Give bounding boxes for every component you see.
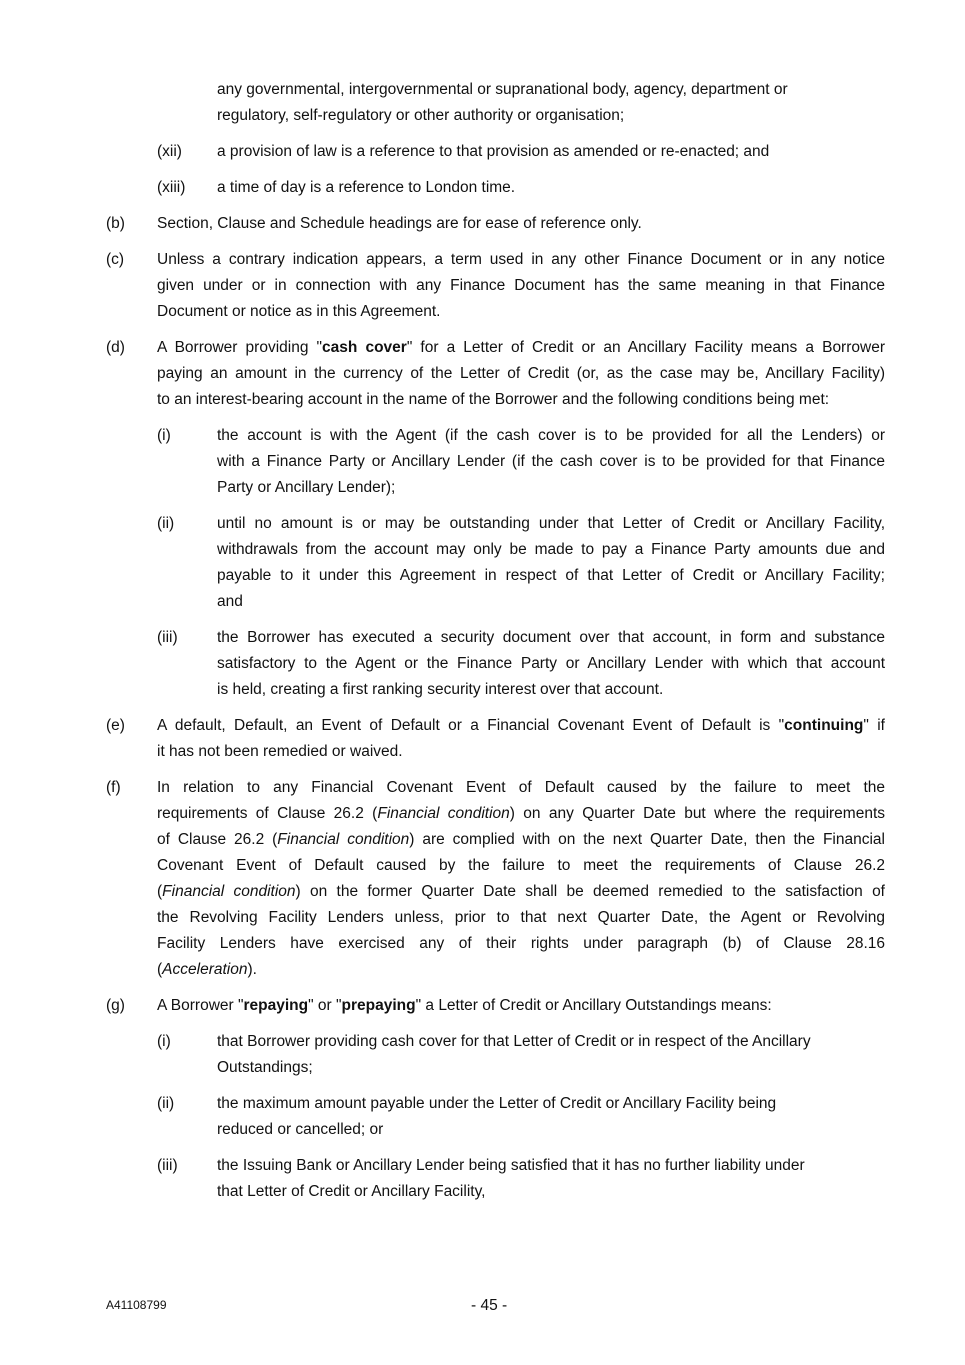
paragraph-f-text xyxy=(157,775,885,983)
item-line: the account is with the Agent (if the cash cover is to be provided for all the Lenders) or xyxy=(217,427,885,444)
defined-term-prepaying: prepaying xyxy=(341,997,416,1014)
item-line: with a Finance Party or Ancillary Lender (if the cash cover is to be provided for that Finance xyxy=(217,453,885,470)
paragraph-c-line: given under or in connection with any Finance Document has the same meaning in that Finance xyxy=(157,277,885,294)
paragraph-e-label: (e) xyxy=(106,717,125,734)
paragraph-b-label: (b) xyxy=(106,215,125,232)
item-d-iii-label: (iii) xyxy=(157,629,178,646)
item-line: Party or Ancillary Lender); xyxy=(217,479,396,496)
item-d-i-text xyxy=(217,423,885,501)
clause-title-reference: Financial condition xyxy=(162,883,296,900)
paragraph-c-text xyxy=(157,247,885,325)
item-xii-label: (xii) xyxy=(157,143,182,160)
item-g-iii-line-2: that Letter of Credit or Ancillary Facility, xyxy=(217,1183,486,1200)
paragraph-g-label: (g) xyxy=(106,997,125,1014)
item-line: until no amount is or may be outstanding under that Letter of Credit or Ancillary Facility, xyxy=(217,515,885,532)
paragraph-f-line: (Financial condition) on the former Quarter Date shall be deemed remedied to the satisfaction of xyxy=(157,883,885,900)
item-g-i-line-1: that Borrower providing cash cover for that Letter of Credit or in respect of the Ancillary xyxy=(217,1033,811,1050)
item-g-i-label: (i) xyxy=(157,1033,171,1050)
item-g-i-line-2: Outstandings; xyxy=(217,1059,313,1076)
item-g-iii-label: (iii) xyxy=(157,1157,178,1174)
document-id: A41108799 xyxy=(106,1298,167,1312)
paragraph-f-line: requirements of Clause 26.2 (Financial condition) on any Quarter Date but where the requirements xyxy=(157,805,885,822)
item-d-i-label: (i) xyxy=(157,427,171,444)
paragraph-f-line: In relation to any Financial Covenant Event of Default caused by the failure to meet the xyxy=(157,779,885,796)
item-g-iii-line-1: the Issuing Bank or Ancillary Lender being satisfied that it has no further liability under xyxy=(217,1157,805,1174)
paragraph-f-line: (Acceleration). xyxy=(157,961,257,978)
paragraph-f-label: (f) xyxy=(106,779,121,796)
item-line: payable to it under this Agreement in respect of that Letter of Credit or Ancillary Facility; xyxy=(217,567,885,584)
clause-title-reference: Financial condition xyxy=(277,831,410,848)
page-number: - 45 - xyxy=(471,1297,508,1314)
paragraph-d-label: (d) xyxy=(106,339,125,356)
item-d-ii-text xyxy=(217,511,885,615)
item-line: withdrawals from the account may only be made to pay a Finance Party amounts due and xyxy=(217,541,885,558)
defined-term-continuing: continuing xyxy=(784,717,864,734)
paragraph-c-label: (c) xyxy=(106,251,125,268)
paragraph-c-line: Document or notice as in this Agreement. xyxy=(157,303,441,320)
defined-term-repaying: repaying xyxy=(243,997,309,1014)
item-d-iii-text xyxy=(217,625,885,703)
item-line: satisfactory to the Agent or the Finance Party or Ancillary Lender with which that account xyxy=(217,655,885,672)
paragraph-f-line: of Clause 26.2 (Financial condition) are complied with on the next Quarter Date, then the Financial xyxy=(157,831,885,848)
item-line: the Borrower has executed a security document over that account, in form and substance xyxy=(217,629,885,646)
continuation-line-1: any governmental, intergovernmental or supranational body, agency, department or xyxy=(217,81,788,98)
paragraph-f-line: the Revolving Facility Lenders unless, prior to that next Quarter Date, the Agent or Revolving xyxy=(157,909,885,926)
paragraph-g-text: A Borrower "repaying" or "prepaying" a Letter of Credit or Ancillary Outstandings means: xyxy=(157,997,772,1014)
paragraph-e-line: A default, Default, an Event of Default or a Financial Covenant Event of Default is "continuing" if xyxy=(157,717,885,734)
item-xii-text: a provision of law is a reference to that provision as amended or re-enacted; and xyxy=(217,143,770,160)
paragraph-d-text xyxy=(157,335,885,413)
paragraph-b-text: Section, Clause and Schedule headings are for ease of reference only. xyxy=(157,215,642,232)
paragraph-f-line: Covenant Event of Default caused by the failure to meet the requirements of Clause 26.2 xyxy=(157,857,885,874)
paragraph-d-line: to an interest-bearing account in the name of the Borrower and the following conditions being met: xyxy=(157,391,830,408)
defined-term-cash-cover: cash cover xyxy=(322,339,407,356)
paragraph-f-line: Facility Lenders have exercised any of their rights under paragraph (b) of Clause 28.16 xyxy=(157,935,885,952)
item-g-ii-label: (ii) xyxy=(157,1095,175,1112)
paragraph-d-line: A Borrower providing "cash cover" for a Letter of Credit or an Ancillary Facility means a Borrower xyxy=(157,339,885,356)
item-d-ii-label: (ii) xyxy=(157,515,175,532)
continuation-line-2: regulatory, self-regulatory or other authority or organisation; xyxy=(217,107,625,124)
paragraph-e-line: it has not been remedied or waived. xyxy=(157,743,403,760)
clause-title-reference: Financial condition xyxy=(377,805,510,822)
paragraph-e-text xyxy=(157,713,885,765)
item-xiii-label: (xiii) xyxy=(157,179,186,196)
item-g-ii-line-1: the maximum amount payable under the Letter of Credit or Ancillary Facility being xyxy=(217,1095,777,1112)
item-line: and xyxy=(217,593,243,610)
item-g-ii-line-2: reduced or cancelled; or xyxy=(217,1121,384,1138)
paragraph-c-line: Unless a contrary indication appears, a term used in any other Finance Document or in any notice xyxy=(157,251,885,268)
item-xiii-text: a time of day is a reference to London time. xyxy=(217,179,516,196)
item-line: is held, creating a first ranking security interest over that account. xyxy=(217,681,664,698)
paragraph-d-line: paying an amount in the currency of the Letter of Credit (or, as the case may be, Ancillary Facility) xyxy=(157,365,885,382)
clause-title-reference: Acceleration xyxy=(162,961,248,978)
